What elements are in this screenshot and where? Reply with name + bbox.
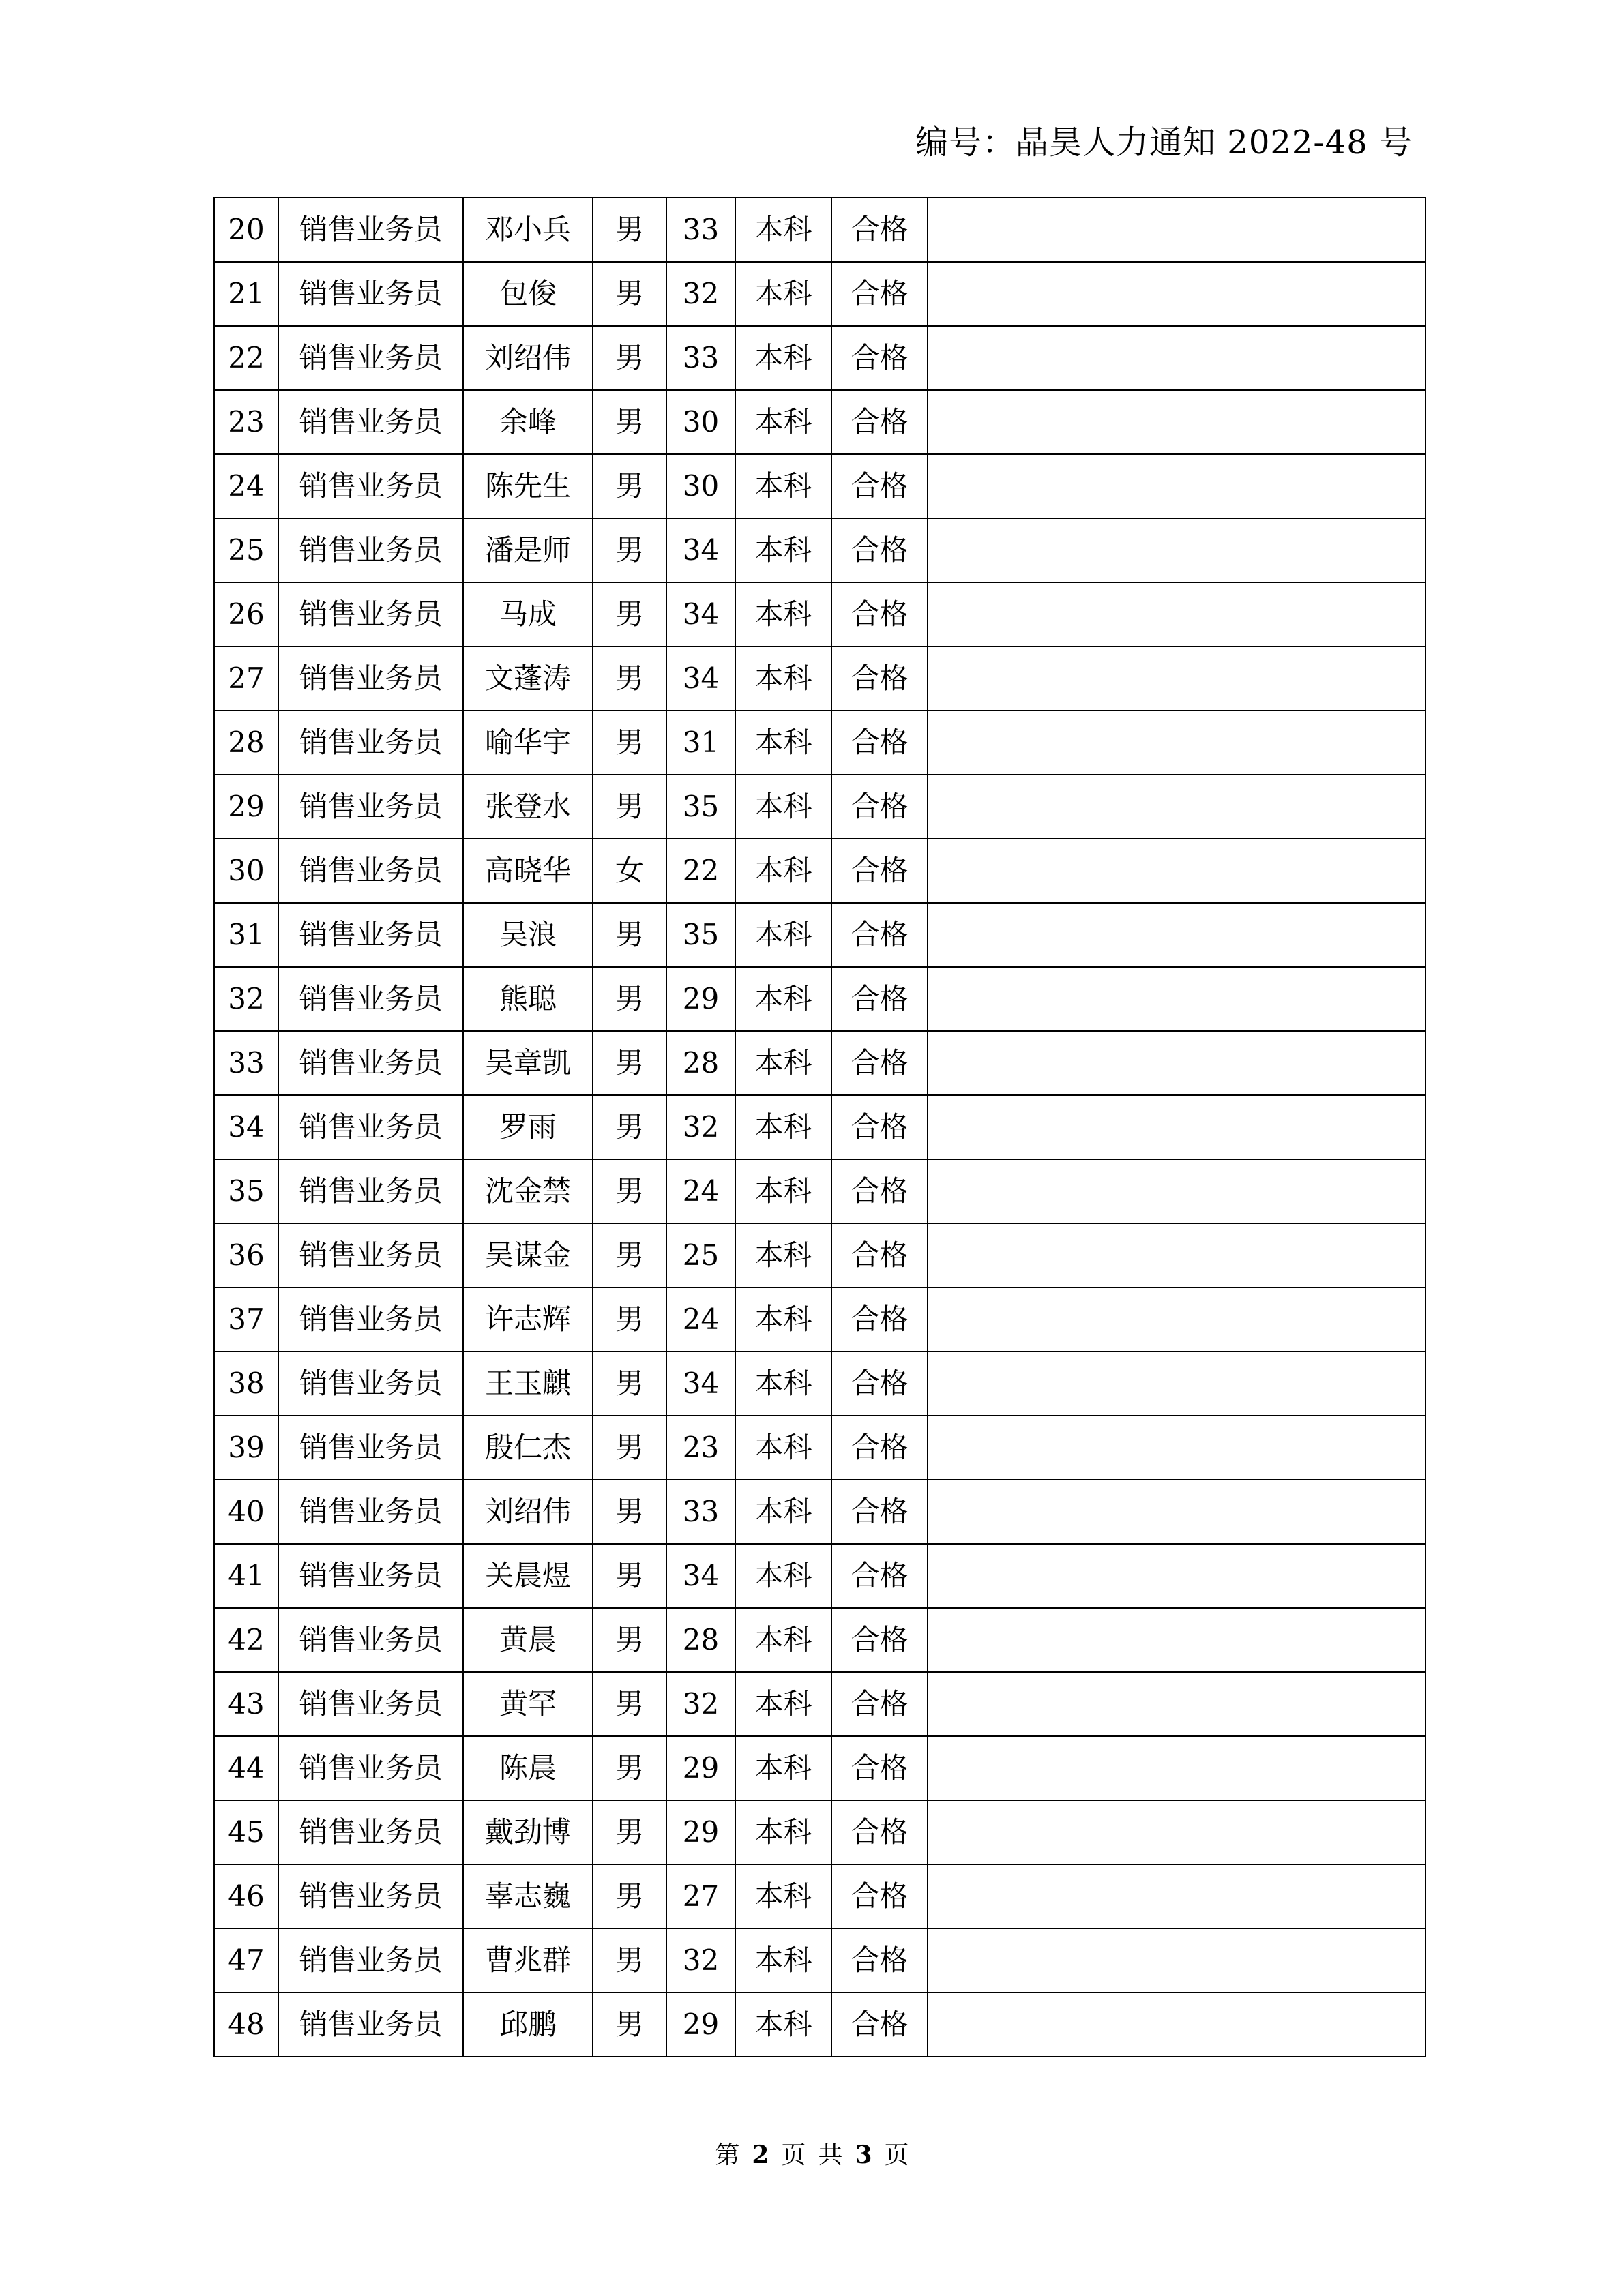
- cell-gender: 男: [593, 967, 666, 1031]
- cell-age: 32: [666, 1928, 735, 1993]
- table-row: [214, 967, 1426, 1031]
- cell-age: 32: [666, 262, 735, 326]
- cell-education: 本科: [735, 1864, 831, 1928]
- cell-position: 销售业务员: [278, 1095, 463, 1159]
- cell-education: 本科: [735, 1352, 831, 1416]
- cell-name: 文蓬涛: [463, 646, 593, 711]
- table-row: [214, 1608, 1426, 1672]
- cell-number: 48: [214, 1993, 278, 2057]
- cell-position: 销售业务员: [278, 1608, 463, 1672]
- cell-position: 销售业务员: [278, 262, 463, 326]
- cell-note: [928, 390, 1426, 454]
- cell-name: 罗雨: [463, 1095, 593, 1159]
- cell-name: 辜志巍: [463, 1864, 593, 1928]
- table-row: [214, 1223, 1426, 1287]
- cell-education: 本科: [735, 1287, 831, 1352]
- cell-gender: 男: [593, 1031, 666, 1095]
- cell-note: [928, 967, 1426, 1031]
- cell-result: 合格: [831, 839, 928, 903]
- cell-position: 销售业务员: [278, 1480, 463, 1544]
- cell-age: 29: [666, 1993, 735, 2057]
- results-table: [213, 197, 1426, 2057]
- cell-name: 陈先生: [463, 454, 593, 518]
- cell-name: 戴劲博: [463, 1800, 593, 1864]
- cell-gender: 男: [593, 198, 666, 262]
- cell-gender: 女: [593, 839, 666, 903]
- cell-education: 本科: [735, 1031, 831, 1095]
- cell-education: 本科: [735, 454, 831, 518]
- cell-number: 28: [214, 711, 278, 775]
- cell-age: 31: [666, 711, 735, 775]
- table-body: [214, 198, 1426, 2057]
- cell-age: 24: [666, 1287, 735, 1352]
- cell-note: [928, 1416, 1426, 1480]
- cell-gender: 男: [593, 582, 666, 646]
- cell-result: 合格: [831, 1416, 928, 1480]
- cell-position: 销售业务员: [278, 839, 463, 903]
- table-row: [214, 1736, 1426, 1800]
- cell-age: 33: [666, 326, 735, 390]
- cell-age: 29: [666, 1736, 735, 1800]
- cell-result: 合格: [831, 1031, 928, 1095]
- table-row: [214, 1672, 1426, 1736]
- cell-number: 20: [214, 198, 278, 262]
- cell-note: [928, 1159, 1426, 1223]
- cell-gender: 男: [593, 1736, 666, 1800]
- cell-position: 销售业务员: [278, 1159, 463, 1223]
- table-row: [214, 1800, 1426, 1864]
- cell-gender: 男: [593, 1928, 666, 1993]
- cell-result: 合格: [831, 198, 928, 262]
- cell-name: 熊聪: [463, 967, 593, 1031]
- cell-note: [928, 262, 1426, 326]
- cell-number: 37: [214, 1287, 278, 1352]
- cell-age: 25: [666, 1223, 735, 1287]
- cell-position: 销售业务员: [278, 1864, 463, 1928]
- cell-education: 本科: [735, 326, 831, 390]
- cell-education: 本科: [735, 262, 831, 326]
- cell-gender: 男: [593, 775, 666, 839]
- cell-note: [928, 775, 1426, 839]
- cell-name: 黄罕: [463, 1672, 593, 1736]
- cell-result: 合格: [831, 1608, 928, 1672]
- cell-age: 32: [666, 1095, 735, 1159]
- cell-result: 合格: [831, 1993, 928, 2057]
- cell-number: 43: [214, 1672, 278, 1736]
- table-row: [214, 1928, 1426, 1993]
- cell-age: 30: [666, 390, 735, 454]
- cell-number: 34: [214, 1095, 278, 1159]
- cell-position: 销售业务员: [278, 1416, 463, 1480]
- table-row: [214, 646, 1426, 711]
- cell-education: 本科: [735, 967, 831, 1031]
- cell-gender: 男: [593, 390, 666, 454]
- cell-age: 22: [666, 839, 735, 903]
- cell-note: [928, 1544, 1426, 1608]
- cell-position: 销售业务员: [278, 198, 463, 262]
- cell-number: 23: [214, 390, 278, 454]
- cell-number: 40: [214, 1480, 278, 1544]
- table-row: [214, 839, 1426, 903]
- table-row: [214, 1287, 1426, 1352]
- cell-name: 邱鹏: [463, 1993, 593, 2057]
- cell-gender: 男: [593, 1352, 666, 1416]
- cell-position: 销售业务员: [278, 582, 463, 646]
- cell-name: 余峰: [463, 390, 593, 454]
- cell-age: 29: [666, 1800, 735, 1864]
- cell-education: 本科: [735, 711, 831, 775]
- table-row: [214, 711, 1426, 775]
- cell-education: 本科: [735, 903, 831, 967]
- cell-result: 合格: [831, 518, 928, 582]
- cell-gender: 男: [593, 1800, 666, 1864]
- table-row: [214, 1480, 1426, 1544]
- cell-number: 24: [214, 454, 278, 518]
- candidate-table: [213, 197, 1425, 2057]
- cell-position: 销售业务员: [278, 1672, 463, 1736]
- cell-note: [928, 1928, 1426, 1993]
- cell-number: 32: [214, 967, 278, 1031]
- cell-gender: 男: [593, 1287, 666, 1352]
- cell-position: 销售业务员: [278, 1736, 463, 1800]
- table-row: [214, 1993, 1426, 2057]
- cell-result: 合格: [831, 1352, 928, 1416]
- cell-name: 王玉麒: [463, 1352, 593, 1416]
- cell-age: 27: [666, 1864, 735, 1928]
- cell-result: 合格: [831, 326, 928, 390]
- cell-gender: 男: [593, 518, 666, 582]
- cell-name: 陈晨: [463, 1736, 593, 1800]
- cell-position: 销售业务员: [278, 903, 463, 967]
- cell-note: [928, 1095, 1426, 1159]
- cell-note: [928, 1480, 1426, 1544]
- cell-result: 合格: [831, 454, 928, 518]
- cell-education: 本科: [735, 198, 831, 262]
- cell-number: 26: [214, 582, 278, 646]
- cell-result: 合格: [831, 1864, 928, 1928]
- cell-name: 马成: [463, 582, 593, 646]
- cell-position: 销售业务员: [278, 1031, 463, 1095]
- cell-education: 本科: [735, 646, 831, 711]
- cell-result: 合格: [831, 1736, 928, 1800]
- table-row: [214, 1544, 1426, 1608]
- table-row: [214, 1352, 1426, 1416]
- cell-education: 本科: [735, 839, 831, 903]
- cell-number: 22: [214, 326, 278, 390]
- cell-education: 本科: [735, 1223, 831, 1287]
- cell-number: 21: [214, 262, 278, 326]
- cell-gender: 男: [593, 326, 666, 390]
- cell-position: 销售业务员: [278, 646, 463, 711]
- cell-education: 本科: [735, 1416, 831, 1480]
- cell-education: 本科: [735, 1928, 831, 1993]
- cell-result: 合格: [831, 1287, 928, 1352]
- cell-result: 合格: [831, 1544, 928, 1608]
- cell-number: 29: [214, 775, 278, 839]
- cell-number: 39: [214, 1416, 278, 1480]
- cell-result: 合格: [831, 1672, 928, 1736]
- cell-note: [928, 1031, 1426, 1095]
- cell-note: [928, 1287, 1426, 1352]
- cell-name: 曹兆群: [463, 1928, 593, 1993]
- cell-name: 吴浪: [463, 903, 593, 967]
- cell-education: 本科: [735, 775, 831, 839]
- table-row: [214, 518, 1426, 582]
- cell-number: 42: [214, 1608, 278, 1672]
- table-row: [214, 198, 1426, 262]
- cell-position: 销售业务员: [278, 967, 463, 1031]
- cell-number: 45: [214, 1800, 278, 1864]
- cell-education: 本科: [735, 1993, 831, 2057]
- cell-result: 合格: [831, 967, 928, 1031]
- cell-position: 销售业务员: [278, 775, 463, 839]
- cell-note: [928, 1864, 1426, 1928]
- cell-number: 25: [214, 518, 278, 582]
- table-row: [214, 262, 1426, 326]
- cell-result: 合格: [831, 903, 928, 967]
- cell-number: 30: [214, 839, 278, 903]
- table-row: [214, 1095, 1426, 1159]
- table-row: [214, 582, 1426, 646]
- cell-note: [928, 198, 1426, 262]
- cell-name: 吴谋金: [463, 1223, 593, 1287]
- cell-position: 销售业务员: [278, 326, 463, 390]
- cell-gender: 男: [593, 1416, 666, 1480]
- cell-note: [928, 839, 1426, 903]
- cell-age: 34: [666, 1352, 735, 1416]
- cell-education: 本科: [735, 1608, 831, 1672]
- cell-position: 销售业务员: [278, 1928, 463, 1993]
- cell-age: 23: [666, 1416, 735, 1480]
- cell-result: 合格: [831, 1480, 928, 1544]
- cell-age: 24: [666, 1159, 735, 1223]
- cell-gender: 男: [593, 1480, 666, 1544]
- document-number: 编号：晶昊人力通知 2022-48 号: [915, 123, 1413, 162]
- cell-position: 销售业务员: [278, 1352, 463, 1416]
- cell-gender: 男: [593, 646, 666, 711]
- cell-result: 合格: [831, 1800, 928, 1864]
- cell-name: 关晨煜: [463, 1544, 593, 1608]
- cell-note: [928, 1608, 1426, 1672]
- cell-age: 28: [666, 1031, 735, 1095]
- table-row: [214, 903, 1426, 967]
- cell-position: 销售业务员: [278, 454, 463, 518]
- cell-gender: 男: [593, 1608, 666, 1672]
- cell-number: 31: [214, 903, 278, 967]
- cell-age: 33: [666, 1480, 735, 1544]
- table-row: [214, 1864, 1426, 1928]
- cell-result: 合格: [831, 582, 928, 646]
- table-row: [214, 775, 1426, 839]
- cell-note: [928, 646, 1426, 711]
- cell-age: 30: [666, 454, 735, 518]
- cell-number: 44: [214, 1736, 278, 1800]
- cell-education: 本科: [735, 1736, 831, 1800]
- cell-name: 邓小兵: [463, 198, 593, 262]
- page-total: 3: [855, 2141, 872, 2169]
- cell-education: 本科: [735, 1480, 831, 1544]
- cell-note: [928, 454, 1426, 518]
- cell-age: 33: [666, 198, 735, 262]
- cell-result: 合格: [831, 1223, 928, 1287]
- cell-education: 本科: [735, 1800, 831, 1864]
- cell-education: 本科: [735, 390, 831, 454]
- cell-note: [928, 1736, 1426, 1800]
- cell-gender: 男: [593, 1223, 666, 1287]
- cell-position: 销售业务员: [278, 518, 463, 582]
- cell-education: 本科: [735, 1672, 831, 1736]
- cell-number: 38: [214, 1352, 278, 1416]
- table-row: [214, 1031, 1426, 1095]
- cell-result: 合格: [831, 775, 928, 839]
- cell-education: 本科: [735, 582, 831, 646]
- cell-result: 合格: [831, 1095, 928, 1159]
- cell-name: 高晓华: [463, 839, 593, 903]
- cell-name: 黄晨: [463, 1608, 593, 1672]
- cell-result: 合格: [831, 646, 928, 711]
- cell-gender: 男: [593, 903, 666, 967]
- cell-gender: 男: [593, 1672, 666, 1736]
- cell-position: 销售业务员: [278, 711, 463, 775]
- cell-gender: 男: [593, 1095, 666, 1159]
- cell-note: [928, 1352, 1426, 1416]
- cell-position: 销售业务员: [278, 390, 463, 454]
- cell-result: 合格: [831, 262, 928, 326]
- cell-education: 本科: [735, 1544, 831, 1608]
- cell-number: 47: [214, 1928, 278, 1993]
- cell-name: 许志辉: [463, 1287, 593, 1352]
- cell-result: 合格: [831, 390, 928, 454]
- cell-note: [928, 903, 1426, 967]
- total-word: 共: [818, 2141, 843, 2169]
- cell-age: 34: [666, 518, 735, 582]
- table-row: [214, 454, 1426, 518]
- cell-result: 合格: [831, 1928, 928, 1993]
- cell-number: 27: [214, 646, 278, 711]
- cell-position: 销售业务员: [278, 1287, 463, 1352]
- cell-age: 28: [666, 1608, 735, 1672]
- cell-education: 本科: [735, 1159, 831, 1223]
- cell-number: 41: [214, 1544, 278, 1608]
- page-footer: [0, 2136, 1624, 2171]
- cell-name: 喻华宇: [463, 711, 593, 775]
- cell-note: [928, 518, 1426, 582]
- cell-name: 刘绍伟: [463, 1480, 593, 1544]
- cell-position: 销售业务员: [278, 1993, 463, 2057]
- cell-education: 本科: [735, 518, 831, 582]
- page-prefix: 第: [715, 2141, 740, 2169]
- cell-position: 销售业务员: [278, 1544, 463, 1608]
- cell-result: 合格: [831, 1159, 928, 1223]
- cell-name: 殷仁杰: [463, 1416, 593, 1480]
- cell-age: 34: [666, 582, 735, 646]
- cell-result: 合格: [831, 711, 928, 775]
- cell-age: 35: [666, 775, 735, 839]
- cell-gender: 男: [593, 1159, 666, 1223]
- cell-age: 34: [666, 1544, 735, 1608]
- cell-age: 32: [666, 1672, 735, 1736]
- page-current: 2: [752, 2141, 769, 2169]
- cell-number: 33: [214, 1031, 278, 1095]
- cell-note: [928, 1800, 1426, 1864]
- cell-note: [928, 1993, 1426, 2057]
- cell-number: 35: [214, 1159, 278, 1223]
- page-suffix: 页: [884, 2141, 909, 2169]
- cell-position: 销售业务员: [278, 1223, 463, 1287]
- table-row: [214, 1416, 1426, 1480]
- cell-number: 46: [214, 1864, 278, 1928]
- cell-position: 销售业务员: [278, 1800, 463, 1864]
- cell-age: 29: [666, 967, 735, 1031]
- cell-note: [928, 582, 1426, 646]
- table-row: [214, 390, 1426, 454]
- cell-gender: 男: [593, 454, 666, 518]
- cell-name: 张登水: [463, 775, 593, 839]
- cell-age: 35: [666, 903, 735, 967]
- cell-note: [928, 326, 1426, 390]
- cell-name: 刘绍伟: [463, 326, 593, 390]
- cell-name: 潘是师: [463, 518, 593, 582]
- table-row: [214, 326, 1426, 390]
- cell-name: 包俊: [463, 262, 593, 326]
- cell-education: 本科: [735, 1095, 831, 1159]
- page-word: 页: [781, 2141, 806, 2169]
- cell-gender: 男: [593, 1864, 666, 1928]
- cell-number: 36: [214, 1223, 278, 1287]
- table-row: [214, 1159, 1426, 1223]
- cell-gender: 男: [593, 262, 666, 326]
- cell-name: 吴章凯: [463, 1031, 593, 1095]
- cell-gender: 男: [593, 711, 666, 775]
- cell-note: [928, 711, 1426, 775]
- cell-gender: 男: [593, 1544, 666, 1608]
- cell-name: 沈金禁: [463, 1159, 593, 1223]
- cell-gender: 男: [593, 1993, 666, 2057]
- cell-note: [928, 1223, 1426, 1287]
- cell-age: 34: [666, 646, 735, 711]
- cell-note: [928, 1672, 1426, 1736]
